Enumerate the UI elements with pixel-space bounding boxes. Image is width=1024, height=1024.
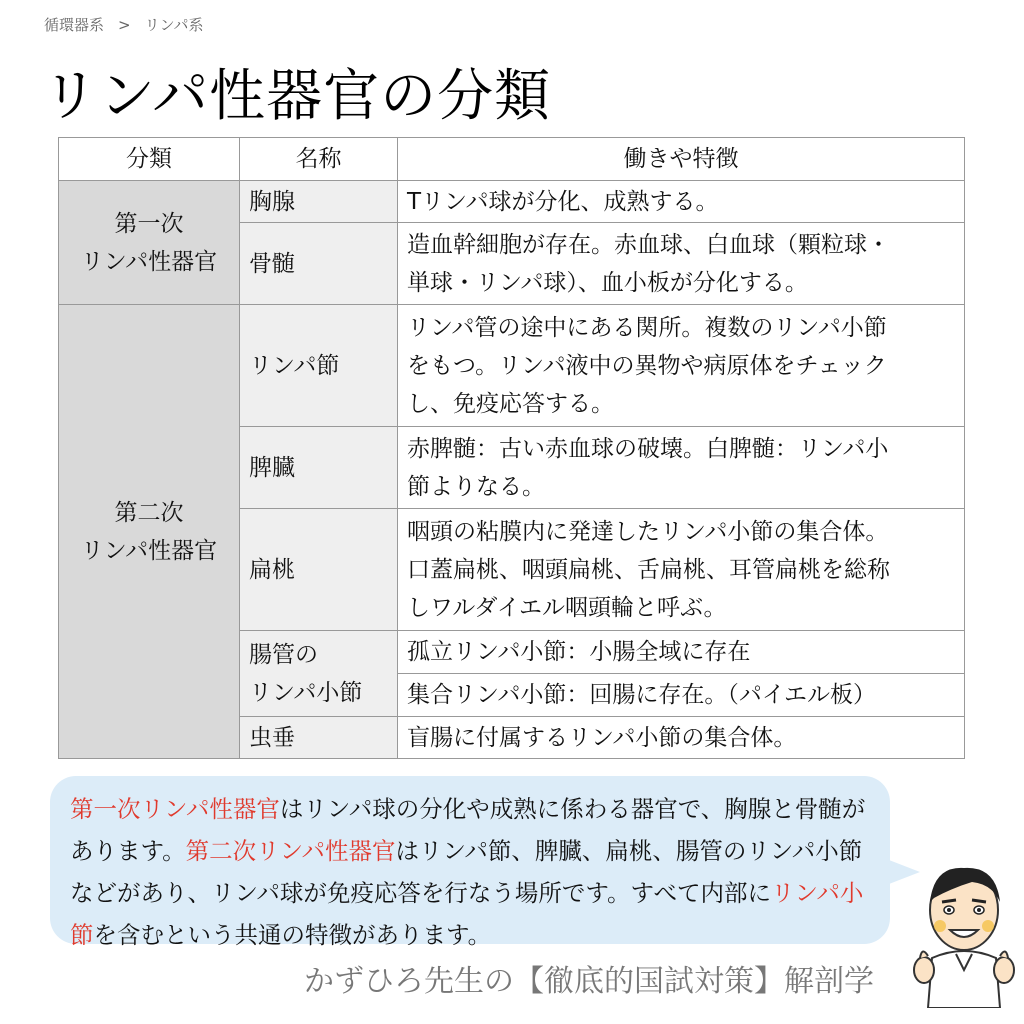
breadcrumb-parent[interactable]: 循環器系 <box>44 16 105 34</box>
breadcrumb-current: リンパ系 <box>144 16 204 34</box>
organ-name: 脾臓 <box>240 427 398 509</box>
organ-name: 骨髄 <box>240 223 398 305</box>
organ-name: リンパ節 <box>240 305 398 427</box>
category-secondary: 第二次 リンパ性器官 <box>59 305 240 759</box>
page-title: リンパ性器官の分類 <box>42 64 552 129</box>
highlight-lymph-nodule: リンパ小節 <box>70 879 864 949</box>
classification-table <box>58 137 965 759</box>
note-text: を含むという共通の特徴があります。 <box>93 921 492 949</box>
highlight-primary: 第一次リンパ性器官 <box>70 795 280 823</box>
table-row <box>59 181 965 223</box>
organ-desc: 集合リンパ小節：回腸に存在。（パイエル板） <box>398 674 965 717</box>
footer-credit: かずひろ先生の【徹底的国試対策】解剖学 <box>304 964 874 999</box>
header-category: 分類 <box>59 138 240 181</box>
category-primary: 第一次 リンパ性器官 <box>59 181 240 305</box>
breadcrumb-separator: > <box>118 15 131 34</box>
organ-name: 胸腺 <box>240 181 398 223</box>
teacher-thumbs-up-icon <box>912 858 1016 1008</box>
highlight-secondary: 第二次リンパ性器官 <box>185 837 396 865</box>
organ-desc: 孤立リンパ小節：小腸全域に存在 <box>398 631 965 674</box>
summary-bubble <box>50 776 890 949</box>
header-function: 働きや特徴 <box>398 138 965 181</box>
breadcrumb <box>44 14 204 35</box>
organ-desc: 赤脾髄：古い赤血球の破壊。白脾髄：リンパ小 節よりなる。 <box>398 427 965 509</box>
organ-name: 扁桃 <box>240 509 398 631</box>
note-text: はリンパ節、脾臓、扁桃、腸管のリンパ小節などがあり、リンパ球が免疫応答を行なう場所です。すべて内部に <box>70 837 863 907</box>
note-text: はリンパ球の分化や成熟に係わる器官で、胸腺と骨髄があります。 <box>70 795 866 865</box>
organ-desc: 盲腸に付属するリンパ小節の集合体。 <box>398 717 965 759</box>
organ-desc: リンパ管の途中にある関所。複数のリンパ小節 をもつ。リンパ液中の異物や病原体をチェック し、免疫応答する。 <box>398 305 965 427</box>
table-header-row <box>59 138 965 181</box>
organ-desc: 咽頭の粘膜内に発達したリンパ小節の集合体。 口蓋扁桃、咽頭扁桃、舌扁桃、耳管扁桃を総称 しワルダイエル咽頭輪と呼ぶ。 <box>398 509 965 631</box>
table-row <box>59 305 965 427</box>
organ-desc: Tリンパ球が分化、成熟する。 <box>398 181 965 223</box>
organ-desc: 造血幹細胞が存在。赤血球、白血球（顆粒球・ 単球・リンパ球）、血小板が分化する。 <box>398 223 965 305</box>
header-name: 名称 <box>240 138 398 181</box>
organ-name: 虫垂 <box>240 717 398 759</box>
organ-name: 腸管の リンパ小節 <box>240 631 398 717</box>
